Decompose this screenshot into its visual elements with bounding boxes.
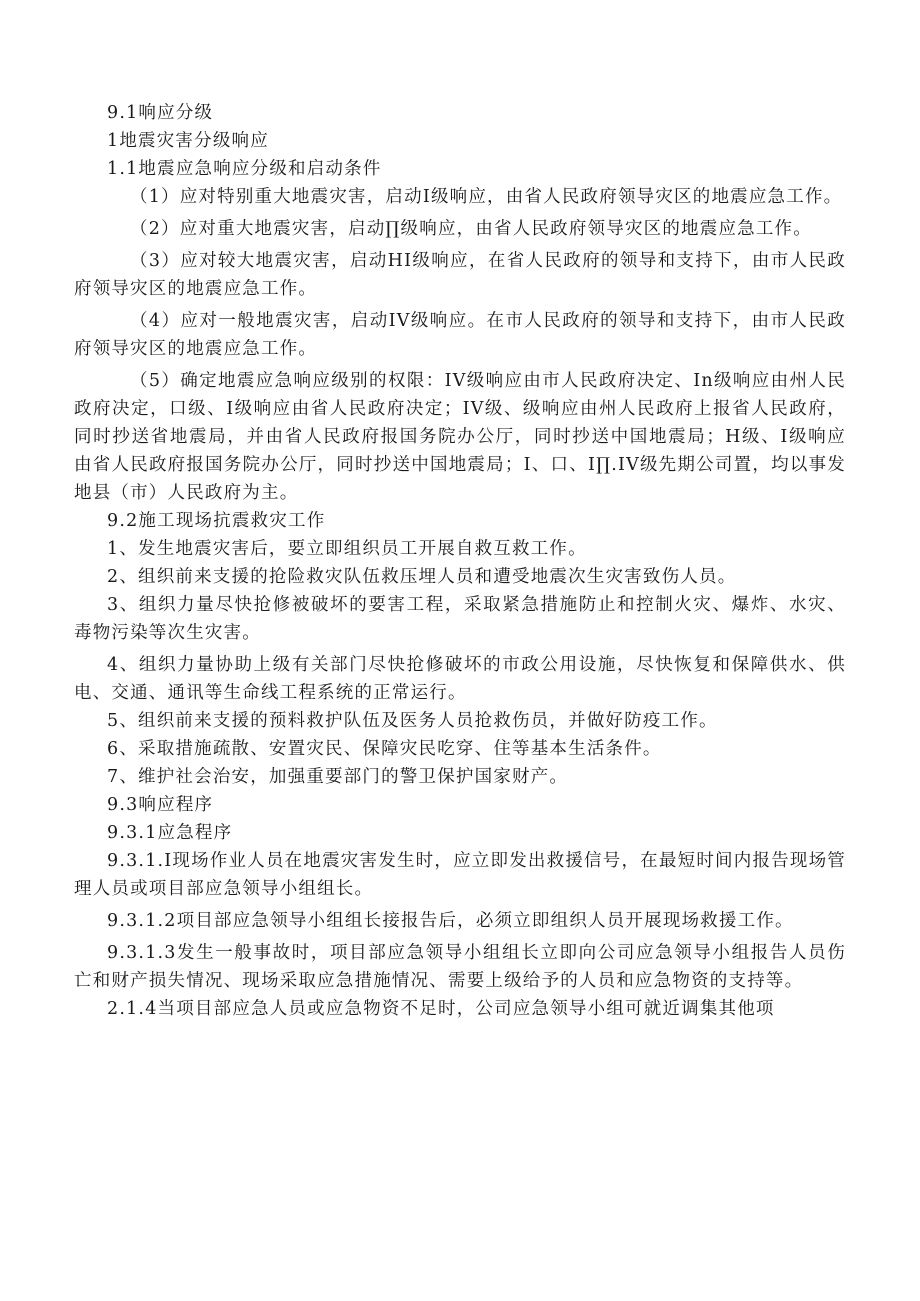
section-heading-9-1: 9.1响应分级: [107, 103, 214, 123]
procedure-paragraph-4: 2.1.4当项目部应急人员或应急物资不足时，公司应急领导小组可就近调集其他项: [107, 999, 775, 1019]
section-heading-9-3: 9.3响应程序: [107, 795, 214, 815]
procedure-paragraph-3: 9.3.1.3发生一般事故时，项目部应急领导小组组长立即向公司应急领导小组报告人员伤亡和财产损失情况、现场采取应急措施情况、需要上级给予的人员和应急物资的支持等。: [74, 943, 846, 991]
subsection-heading-9-3-1: 9.3.1应急程序: [107, 823, 233, 843]
list-item-3: 3、组织力量尽快抢修被破坏的要害工程，采取紧急措施防止和控制火灾、爆炸、水灾、毒物污染等次生灾害。: [74, 595, 846, 643]
condition-paragraph-3: （3）应对较大地震灾害，启动HI级响应，在省人民政府的领导和支持下，由市人民政府领导灾区的地震应急工作。: [74, 251, 846, 299]
procedure-paragraph-1: 9.3.1.I现场作业人员在地震灾害发生时，应立即发出救援信号，在最短时间内报告现场管理人员或项目部应急领导小组组长。: [74, 851, 846, 899]
list-item-2: 2、组织前来支援的抢险救灾队伍救压埋人员和遭受地震次生灾害致伤人员。: [107, 567, 737, 587]
document-body: [74, 99, 846, 1023]
section-heading-9-2: 9.2施工现场抗震救灾工作: [107, 511, 326, 531]
list-item-5: 5、组织前来支援的预料救护队伍及医务人员抢救伤员，并做好防疫工作。: [107, 711, 718, 731]
list-item-4: 4、组织力量协助上级有关部门尽快抢修破坏的市政公用设施，尽快恢复和保障供水、供电、交通、通讯等生命线工程系统的正常运行。: [74, 655, 846, 703]
list-item-6: 6、采取措施疏散、安置灾民、保障灾民吃穿、住等基本生活条件。: [107, 739, 662, 759]
subsection-heading-1-1: 1.1地震应急响应分级和启动条件: [107, 159, 382, 179]
list-item-7: 7、维护社会治安，加强重要部门的警卫保护国家财产。: [107, 767, 569, 787]
condition-paragraph-2: （2）应对重大地震灾害，启动∏级响应，由省人民政府领导灾区的地震应急工作。: [130, 219, 812, 239]
condition-paragraph-5: （5）确定地震应急响应级别的权限：IV级响应由市人民政府决定、In级响应由州人民政府决定，口级、I级响应由省人民政府决定；IV级、级响应由州人民政府上报省人民政府，同时抄送省地震局，并由省人民政府报国务院办公厅，同时抄送中国地震局；H级、I级响应由省人民政府报国务院办公厅，同时抄送中国地震局；I、口、I∏.IV级先期公司置，均以事发地县（市）人民政府为主。: [74, 371, 846, 503]
list-item-1: 1、发生地震灾害后，要立即组织员工开展自救互救工作。: [107, 539, 587, 559]
condition-paragraph-4: （4）应对一般地震灾害，启动IV级响应。在市人民政府的领导和支持下，由市人民政府领导灾区的地震应急工作。: [74, 311, 846, 359]
subsection-heading-1: 1地震灾害分级响应: [107, 131, 269, 151]
condition-paragraph-1: （1）应对特别重大地震灾害，启动I级响应，由省人民政府领导灾区的地震应急工作。: [130, 187, 843, 207]
procedure-paragraph-2: 9.3.1.2项目部应急领导小组组长接报告后，必须立即组织人员开展现场救援工作。: [107, 911, 794, 931]
